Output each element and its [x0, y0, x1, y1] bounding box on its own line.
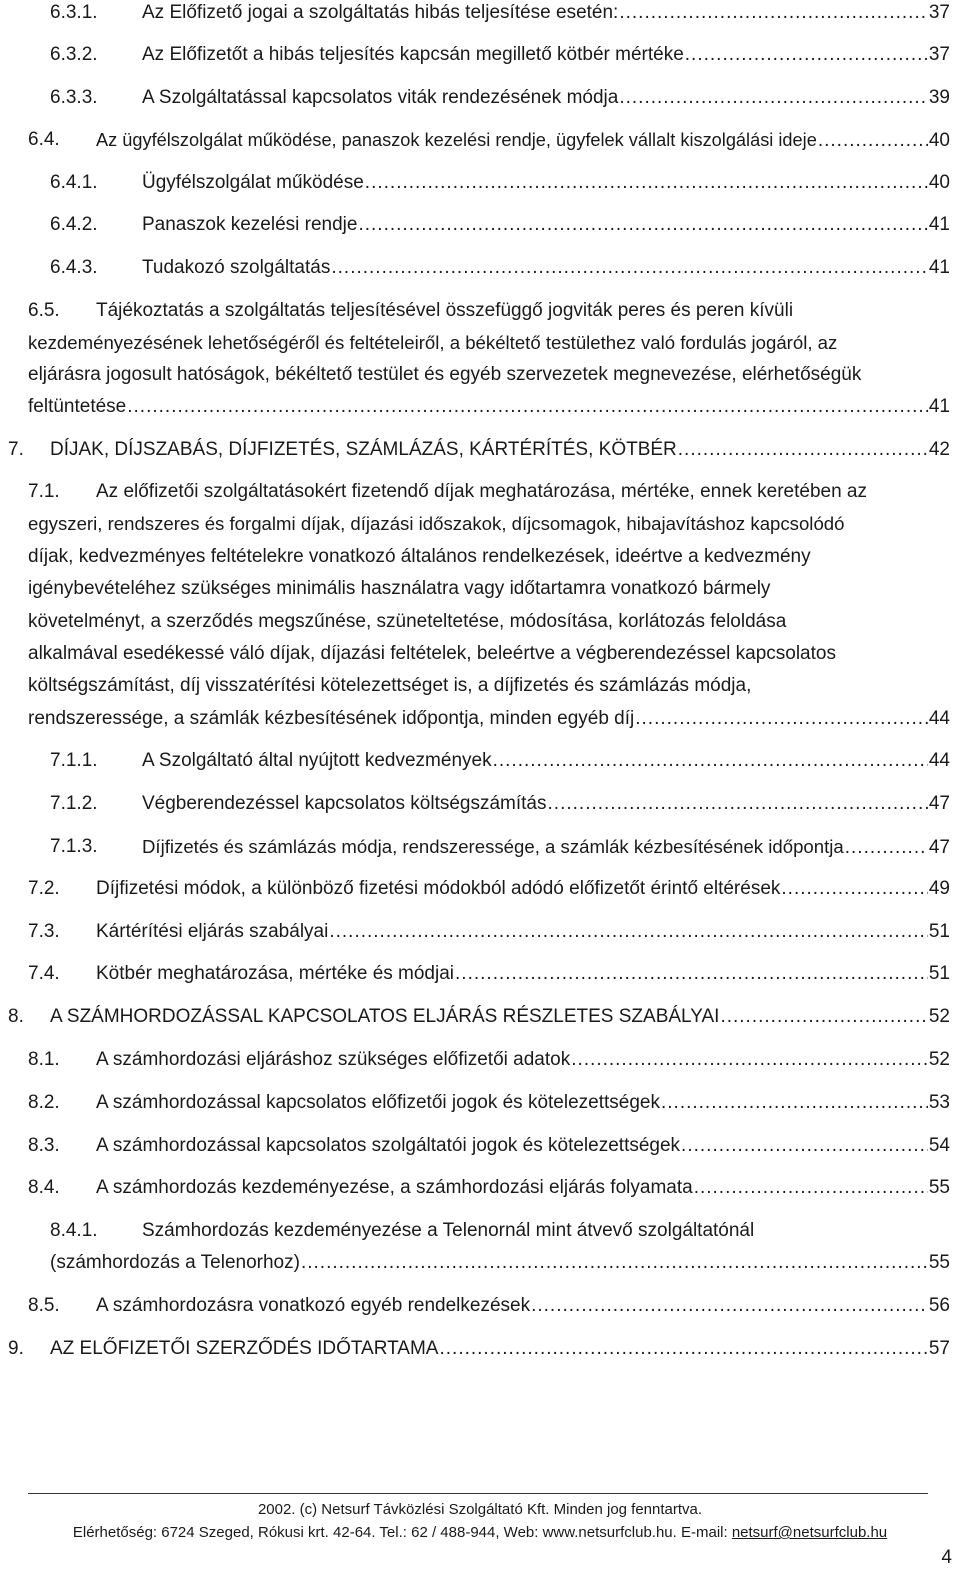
- toc-number: 7.3.: [28, 921, 60, 942]
- toc-leader: [548, 793, 928, 815]
- toc-leader: [365, 172, 928, 194]
- toc-leader: [694, 1177, 928, 1199]
- toc-title: A számhordozásra vonatkozó egyéb rendelkezések: [96, 1295, 531, 1316]
- toc-number: 7.1.3.: [50, 836, 98, 857]
- toc-number: 6.3.3.: [50, 87, 98, 108]
- toc-leader: [635, 708, 928, 730]
- toc-title: Kártérítési eljárás szabályai: [96, 921, 329, 942]
- toc-title: Díjfizetési módok, a különböző fizetési módokból adódó előfizetőt érintő eltérések: [96, 878, 781, 899]
- toc-number: 9.: [8, 1338, 24, 1359]
- toc-page: 51: [928, 921, 950, 942]
- toc-title-line: egyszeri, rendszeres és forgalmi díjak, díjazási időszakok, díjcsomagok, hibajavításhoz kapcsolódó: [28, 513, 845, 534]
- toc-title: Az Előfizető jogai a szolgáltatás hibás teljesítése esetén:: [142, 2, 619, 23]
- toc-leader: [681, 1135, 928, 1157]
- toc-page: 40: [928, 172, 950, 193]
- toc-title: A Szolgáltató által nyújtott kedvezmények: [142, 750, 492, 771]
- toc-number: 8.3.: [28, 1135, 60, 1156]
- toc-page: 41: [928, 396, 950, 417]
- toc-page: 41: [928, 214, 950, 235]
- toc-leader: [685, 44, 928, 66]
- toc-leader: [329, 921, 928, 943]
- email-link[interactable]: netsurf@netsurfclub.hu: [731, 1524, 888, 1541]
- toc-page: 56: [928, 1295, 950, 1316]
- toc-number: 7.2.: [28, 878, 60, 899]
- toc-title-line: feltüntetése: [28, 396, 127, 417]
- toc-title: A számhordozással kapcsolatos szolgáltatói jogok és kötelezettségek: [96, 1135, 681, 1156]
- toc-leader: [331, 257, 928, 279]
- toc-page: 47: [928, 837, 950, 858]
- toc-number: 8.1.: [28, 1049, 60, 1070]
- toc-title-line: (számhordozás a Telenorhoz): [50, 1252, 300, 1273]
- toc-leader: [571, 1049, 928, 1071]
- toc-page: 57: [928, 1338, 950, 1359]
- toc-page: 40: [928, 130, 950, 151]
- toc-page: 54: [928, 1135, 950, 1156]
- toc-leader: [818, 130, 928, 152]
- toc-title-line: Az előfizetői szolgáltatásokért fizetendő díjak meghatározása, mértéke, ennek keretében az: [96, 481, 867, 502]
- toc-title: Végberendezéssel kapcsolatos költségszámítás: [142, 793, 547, 814]
- toc-title: A Szolgáltatással kapcsolatos viták rendezésének módja: [142, 87, 619, 108]
- toc-page: 52: [928, 1049, 950, 1070]
- toc-number: 8.4.1.: [50, 1220, 98, 1241]
- toc-title-line: költségszámítást, díj visszatérítési kötelezettséget is, a díjfizetés és számlázás módja,: [28, 675, 752, 696]
- toc-leader: [439, 1338, 927, 1360]
- toc-title: A számhordozással kapcsolatos előfizetői jogok és kötelezettségek: [96, 1092, 660, 1113]
- toc-page: 53: [928, 1092, 950, 1113]
- toc-title-line: igénybevételéhez szükséges minimális használatra vagy időtartamra vonatkozó bármely: [28, 578, 771, 599]
- toc-number: 6.4.: [28, 129, 60, 150]
- toc-title: Az ügyfélszolgálat működése, panaszok kezelési rendje, ügyfelek vállalt kiszolgálási ideje: [96, 130, 817, 150]
- toc-number: 7.1.2.: [50, 793, 98, 814]
- toc-title-line: Tájékoztatás a szolgáltatás teljesítésével összefüggő jogviták peres és peren kívüli: [96, 300, 794, 321]
- toc-page: 41: [928, 257, 950, 278]
- toc-title: Kötbér meghatározása, mértéke és módjai: [96, 963, 455, 984]
- footer-copyright: 2002. (c) Netsurf Távközlési Szolgáltató Kft. Minden jog fenntartva.: [257, 1501, 703, 1518]
- toc-number: 6.5.: [28, 300, 60, 321]
- toc-page: 55: [928, 1177, 950, 1198]
- toc-title-line: rendszeressége, a számlák kézbesítésének időpontja, minden egyéb díj: [28, 708, 635, 729]
- footer-contact-line: [0, 1524, 960, 1542]
- toc-leader: [845, 837, 928, 859]
- toc-page: 44: [928, 708, 950, 729]
- toc-number: 7.1.: [28, 481, 60, 502]
- footer-contact: Elérhetőség: 6724 Szeged, Rókusi krt. 42-64. Tel.: 62 / 488-944, Web: www.netsurfclub.hu. E-mail:: [72, 1524, 732, 1541]
- toc-number: 8.5.: [28, 1295, 60, 1316]
- toc-title: DÍJAK, DÍJSZABÁS, DÍJFIZETÉS, SZÁMLÁZÁS, KÁRTÉRÍTÉS, KÖTBÉR: [50, 439, 677, 460]
- toc-title: A SZÁMHORDOZÁSSAL KAPCSOLATOS ELJÁRÁS RÉSZLETES SZABÁLYAI: [50, 1006, 720, 1027]
- toc-title: A számhordozási eljáráshoz szükséges előfizetői adatok: [96, 1049, 571, 1070]
- toc-number: 7.4.: [28, 963, 60, 984]
- toc-number: 8.4.: [28, 1177, 60, 1198]
- toc-leader: [455, 963, 928, 985]
- toc-title: A számhordozás kezdeményezése, a számhordozási eljárás folyamata: [96, 1177, 693, 1198]
- toc-title-line: alkalmával esedékessé váló díjak, díjazási feltételek, beleértve a végberendezéssel kapcsolatos: [28, 643, 836, 664]
- toc-leader: [127, 396, 928, 418]
- toc-number: 8.2.: [28, 1092, 60, 1113]
- toc-leader: [678, 439, 928, 461]
- toc-title-line: kezdeményezésének lehetőségéről és feltételeiről, a békéltető testülethez való fordulás jogáról, az: [28, 332, 838, 353]
- page-number: 4: [941, 1547, 952, 1568]
- toc-leader: [358, 214, 927, 236]
- toc-title-line: eljárásra jogosult hatóságok, békéltető testület és egyéb szervezetek megnevezése, elérhetőségük: [28, 364, 862, 385]
- toc-page: 55: [928, 1252, 950, 1273]
- toc-title: Díjfizetés és számlázás módja, rendszeressége, a számlák kézbesítésének időpontja: [142, 836, 844, 857]
- toc-number: 6.4.3.: [50, 257, 98, 278]
- toc-title-line: Számhordozás kezdeményezése a Telenornál mint átvevő szolgáltatónál: [142, 1220, 755, 1241]
- toc-page: 42: [928, 439, 950, 460]
- toc-number: 6.4.1.: [50, 172, 98, 193]
- toc-title: Az Előfizetőt a hibás teljesítés kapcsán megillető kötbér mértéke: [142, 44, 684, 65]
- toc-page: 39: [928, 87, 950, 108]
- toc-leader: [301, 1252, 928, 1274]
- toc-page: 47: [928, 793, 950, 814]
- toc-leader: [720, 1006, 927, 1028]
- toc-number: 6.3.2.: [50, 44, 98, 65]
- toc-number: 8.: [8, 1006, 24, 1027]
- toc-leader: [531, 1295, 928, 1317]
- toc-leader: [661, 1092, 928, 1114]
- toc-leader: [493, 750, 928, 772]
- toc-title-line: követelményt, a szerződés megszűnése, szüneteltetése, módosítása, korlátozás feloldása: [28, 611, 787, 632]
- toc-title: Panaszok kezelési rendje: [142, 214, 358, 235]
- toc-leader: [781, 878, 927, 900]
- toc-title-line: díjak, kedvezményes feltételekre vonatkozó általános rendelkezések, ideértve a kedvezmény: [28, 546, 811, 567]
- footer-divider: [28, 1493, 928, 1494]
- toc-number: 6.4.2.: [50, 214, 98, 235]
- toc-number: 7.1.1.: [50, 750, 98, 771]
- toc-page: 44: [928, 750, 950, 771]
- toc-number: 7.: [8, 439, 24, 460]
- toc-title: Ügyfélszolgálat működése: [142, 172, 364, 193]
- toc-page: 37: [928, 44, 950, 65]
- toc-page: 51: [928, 963, 950, 984]
- toc-title: Tudakozó szolgáltatás: [142, 257, 331, 278]
- toc-number: 6.3.1.: [50, 2, 98, 23]
- toc-page: 37: [928, 2, 950, 23]
- toc-leader: [619, 2, 928, 24]
- toc-page: 52: [928, 1006, 950, 1027]
- toc-title: AZ ELŐFIZETŐI SZERZŐDÉS IDŐTARTAMA: [50, 1338, 439, 1359]
- toc-leader: [619, 87, 928, 109]
- toc-page: 49: [928, 878, 950, 899]
